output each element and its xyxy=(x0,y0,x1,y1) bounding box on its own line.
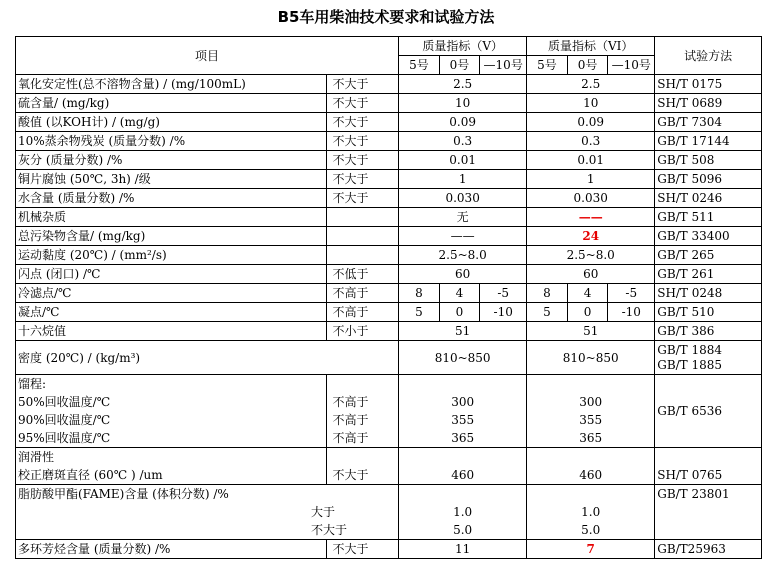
sub-value: 5.0 xyxy=(453,523,473,537)
subheader-cell: 5号 xyxy=(527,56,568,75)
sub-value: 365 xyxy=(579,431,603,445)
sub-value: 460 xyxy=(451,468,475,482)
row-value-vi: 0.09 xyxy=(527,113,655,132)
header-grade-v: 质量指标（V） xyxy=(399,37,527,56)
row-method: GB/T 6536 xyxy=(655,375,762,448)
row-method xyxy=(655,448,762,485)
subheader-cell: —10号 xyxy=(608,56,655,75)
row-item: 灰分 (质量分数) /% xyxy=(16,151,327,170)
grade-cell: 5 xyxy=(399,303,440,322)
row-value-vi-highlight: 7 xyxy=(527,540,655,559)
table-row-density xyxy=(16,341,762,375)
sub-value: 1.0 xyxy=(581,505,601,519)
row-item: 密度 (20℃) / (kg/m³) xyxy=(16,341,399,375)
sub-limit: 不大于 xyxy=(311,523,348,537)
row-method: GB/T 510 xyxy=(655,303,762,322)
row-method: SH/T 0175 xyxy=(655,75,762,94)
sub-value: 300 xyxy=(579,395,603,409)
header-row xyxy=(16,37,762,56)
sub-limit: 不高于 xyxy=(332,395,369,409)
section-label: 脂肪酸甲酯(FAME)含量 (体积分数) /% xyxy=(18,487,229,501)
row-method xyxy=(655,341,762,375)
row-value-v: 0.030 xyxy=(399,189,527,208)
row-item xyxy=(16,448,327,485)
row-limit: 不大于 xyxy=(326,132,399,151)
row-value-v: 2.5~8.0 xyxy=(399,246,527,265)
row-limit: 不大于 xyxy=(326,94,399,113)
header-method: 试验方法 xyxy=(655,37,762,75)
row-limit xyxy=(326,448,399,485)
row-limit: 不大于 xyxy=(326,170,399,189)
sub-limit: 大于 xyxy=(311,505,336,519)
row-limit: 不小于 xyxy=(326,322,399,341)
row-limit: 不高于 xyxy=(326,284,399,303)
table-row-lubricity xyxy=(16,448,762,485)
grade-cell: 0 xyxy=(567,303,608,322)
grade-cell: 8 xyxy=(399,284,440,303)
row-value-v: 11 xyxy=(399,540,527,559)
table-row-pour xyxy=(16,303,762,322)
table-row xyxy=(16,208,762,227)
row-item: 水含量 (质量分数) /% xyxy=(16,189,327,208)
spec-table xyxy=(15,36,762,559)
sub-label: 90%回收温度/℃ xyxy=(18,413,111,427)
row-item: 凝点/℃ xyxy=(16,303,327,322)
row-item: 酸值 (以KOH计) / (mg/g) xyxy=(16,113,327,132)
row-item: 冷滤点/℃ xyxy=(16,284,327,303)
subheader-cell: 0号 xyxy=(439,56,480,75)
row-method: GB/T 265 xyxy=(655,246,762,265)
sub-value: 355 xyxy=(451,413,475,427)
row-value-vi: 10 xyxy=(527,94,655,113)
row-value-v: 0.01 xyxy=(399,151,527,170)
table-row xyxy=(16,170,762,189)
row-item xyxy=(16,485,399,540)
row-method: SH/T 0689 xyxy=(655,94,762,113)
row-value-v xyxy=(399,375,527,448)
header-item: 项目 xyxy=(16,37,399,75)
row-method: GB/T 261 xyxy=(655,265,762,284)
row-value-vi: 0.3 xyxy=(527,132,655,151)
row-value-vi: 2.5 xyxy=(527,75,655,94)
row-item: 总污染物含量/ (mg/kg) xyxy=(16,227,327,246)
row-value-vi xyxy=(527,375,655,448)
row-limit xyxy=(326,227,399,246)
row-value-vi: 810~850 xyxy=(527,341,655,375)
table-row xyxy=(16,94,762,113)
table-row-cfpp xyxy=(16,284,762,303)
row-value-vi: 60 xyxy=(527,265,655,284)
table-row xyxy=(16,189,762,208)
row-limit xyxy=(326,208,399,227)
row-limit: 不大于 xyxy=(326,113,399,132)
subheader-cell: 5号 xyxy=(399,56,440,75)
row-item: 闪点 (闭口) /℃ xyxy=(16,265,327,284)
row-value-vi xyxy=(527,448,655,485)
row-item: 多环芳烃含量 (质量分数) /% xyxy=(16,540,327,559)
table-row xyxy=(16,75,762,94)
sub-limit: 不大于 xyxy=(332,468,369,482)
row-value-v: 60 xyxy=(399,265,527,284)
row-method: GB/T 17144 xyxy=(655,132,762,151)
row-value-vi: 2.5~8.0 xyxy=(527,246,655,265)
row-item: 铜片腐蚀 (50℃, 3h) /级 xyxy=(16,170,327,189)
row-value-v: —— xyxy=(399,227,527,246)
grade-cell: -5 xyxy=(480,284,527,303)
grade-cell: 8 xyxy=(527,284,568,303)
row-item: 氧化安定性(总不溶物含量) / (mg/100mL) xyxy=(16,75,327,94)
table-row-cetane xyxy=(16,322,762,341)
sub-value: 5.0 xyxy=(581,523,601,537)
method-line: GB/T 23801 xyxy=(657,487,730,501)
row-item: 机械杂质 xyxy=(16,208,327,227)
method-line: GB/T 1884 xyxy=(657,342,723,357)
row-value-v: 810~850 xyxy=(399,341,527,375)
row-value-vi: 1 xyxy=(527,170,655,189)
grade-cell: -10 xyxy=(608,303,655,322)
grade-cell: 5 xyxy=(527,303,568,322)
row-value-v: 51 xyxy=(399,322,527,341)
row-limit xyxy=(326,375,399,448)
grade-cell: 0 xyxy=(439,303,480,322)
table-row xyxy=(16,151,762,170)
row-value-vi xyxy=(527,485,655,540)
sub-value: 1.0 xyxy=(453,505,473,519)
document-title: B5车用柴油技术要求和试验方法 xyxy=(277,8,495,26)
row-method: GB/T 511 xyxy=(655,208,762,227)
row-limit: 不大于 xyxy=(326,151,399,170)
grade-cell: -5 xyxy=(608,284,655,303)
row-value-v: 无 xyxy=(399,208,527,227)
row-limit: 不大于 xyxy=(326,189,399,208)
sub-limit: 不高于 xyxy=(332,431,369,445)
row-limit: 不大于 xyxy=(326,75,399,94)
row-method: GB/T 386 xyxy=(655,322,762,341)
method-line: SH/T 0765 xyxy=(657,468,723,482)
grade-cell: 4 xyxy=(567,284,608,303)
row-value-vi: 0.030 xyxy=(527,189,655,208)
row-value-vi-highlight: —— xyxy=(527,208,655,227)
row-limit xyxy=(326,246,399,265)
row-method: GB/T 33400 xyxy=(655,227,762,246)
row-method: GB/T 7304 xyxy=(655,113,762,132)
row-method: SH/T 0248 xyxy=(655,284,762,303)
sub-label: 校正磨斑直径 (60℃ ) /um xyxy=(18,468,163,482)
row-item: 运动黏度 (20℃) / (mm²/s) xyxy=(16,246,327,265)
sub-value: 460 xyxy=(579,468,603,482)
section-label: 馏程: xyxy=(18,377,47,391)
sub-value: 365 xyxy=(451,431,475,445)
row-value-v: 1 xyxy=(399,170,527,189)
table-row xyxy=(16,132,762,151)
row-method: GB/T 508 xyxy=(655,151,762,170)
subheader-cell: —10号 xyxy=(480,56,527,75)
table-row xyxy=(16,113,762,132)
row-value-v: 10 xyxy=(399,94,527,113)
row-value-v xyxy=(399,485,527,540)
row-method xyxy=(655,485,762,540)
row-method: SH/T 0246 xyxy=(655,189,762,208)
row-value-vi: 51 xyxy=(527,322,655,341)
subheader-cell: 0号 xyxy=(567,56,608,75)
row-item: 10%蒸余物残炭 (质量分数) /% xyxy=(16,132,327,151)
section-label: 润滑性 xyxy=(18,450,55,464)
sub-limit: 不高于 xyxy=(332,413,369,427)
table-row xyxy=(16,265,762,284)
grade-cell: 4 xyxy=(439,284,480,303)
row-item xyxy=(16,375,327,448)
sub-value: 355 xyxy=(579,413,603,427)
grade-cell: -10 xyxy=(480,303,527,322)
table-row xyxy=(16,227,762,246)
row-item: 硫含量/ (mg/kg) xyxy=(16,94,327,113)
row-value-vi: 0.01 xyxy=(527,151,655,170)
row-value-v: 0.09 xyxy=(399,113,527,132)
method-line: GB/T 1885 xyxy=(657,357,723,372)
table-row-pah xyxy=(16,540,762,559)
row-item: 十六烷值 xyxy=(16,322,327,341)
row-limit: 不大于 xyxy=(326,540,399,559)
row-value-v: 0.3 xyxy=(399,132,527,151)
table-row xyxy=(16,246,762,265)
table-row-distillation xyxy=(16,375,762,448)
row-method: GB/T 5096 xyxy=(655,170,762,189)
sub-label: 50%回收温度/℃ xyxy=(18,395,111,409)
table-row-fame xyxy=(16,485,762,540)
row-value-v xyxy=(399,448,527,485)
sub-label: 95%回收温度/℃ xyxy=(18,431,111,445)
row-method: GB/T25963 xyxy=(655,540,762,559)
sub-value: 300 xyxy=(451,395,475,409)
row-value-vi-highlight: 24 xyxy=(527,227,655,246)
row-value-v: 2.5 xyxy=(399,75,527,94)
row-limit: 不高于 xyxy=(326,303,399,322)
header-grade-vi: 质量指标（VI） xyxy=(527,37,655,56)
row-limit: 不低于 xyxy=(326,265,399,284)
